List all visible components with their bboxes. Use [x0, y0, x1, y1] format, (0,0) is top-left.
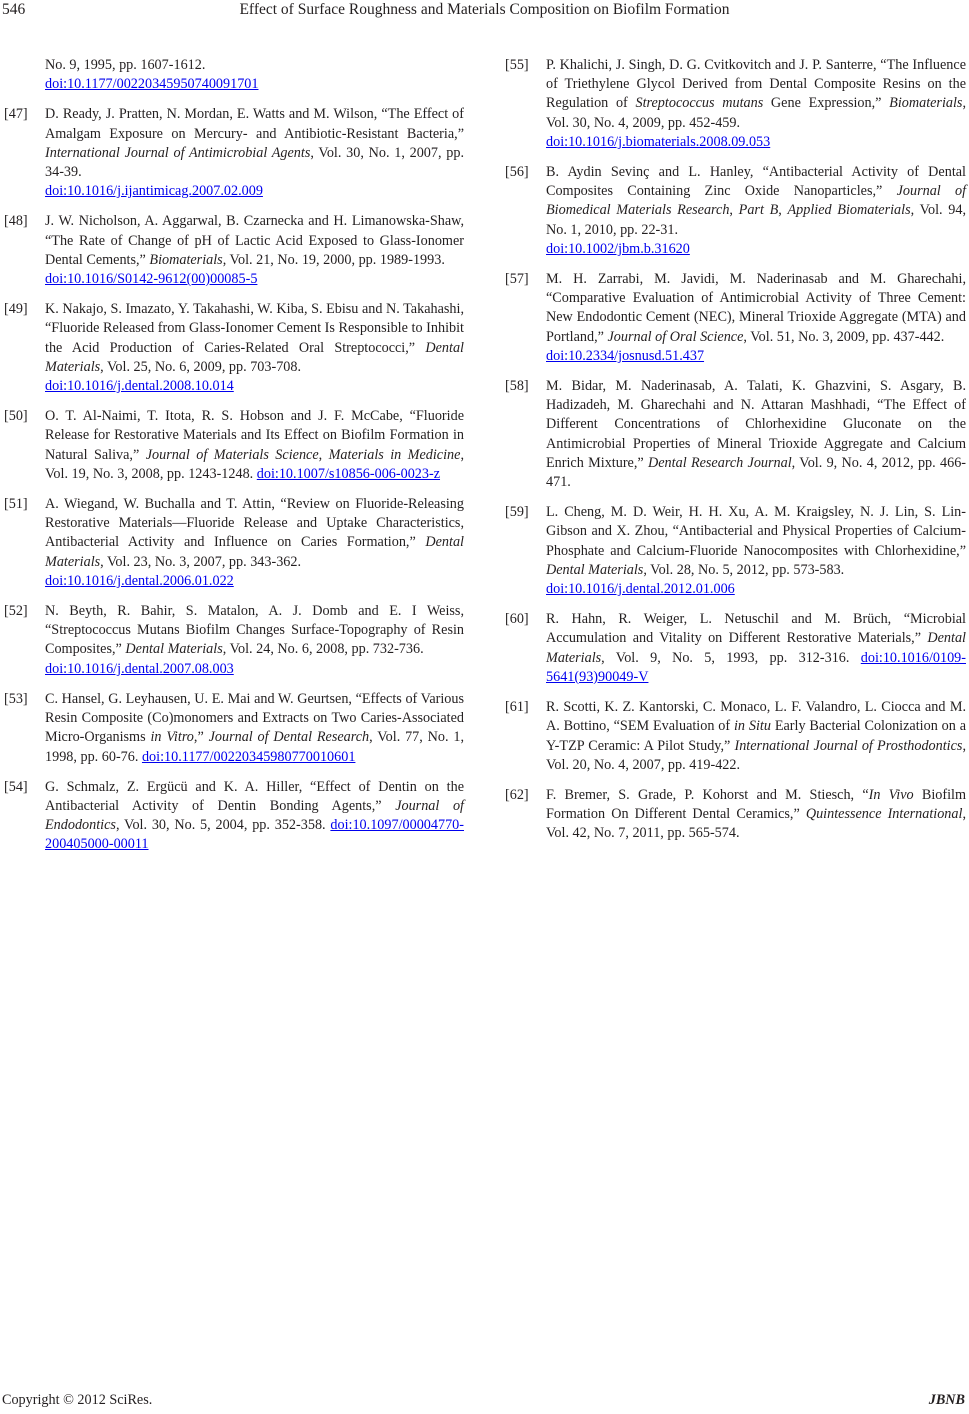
reference-text [45, 602, 464, 679]
reference-segment: ,” [193, 729, 209, 746]
reference-segment: , Vol. 77, No. 1, 1998, pp. 60-76. [45, 729, 464, 765]
reference-segment: , Vol. 42, No. 7, 2011, pp. 565-574. [546, 806, 966, 842]
doi-link[interactable]: doi:10.2334/josnusd.51.437 [546, 347, 705, 364]
running-title: Effect of Surface Roughness and Materials Composition on Biofilm Formation [239, 1, 730, 18]
reference-italic-segment: In Vivo [868, 786, 914, 803]
reference-italic-segment: in Situ [733, 718, 771, 735]
reference-italic-segment: Dental Materials [546, 630, 966, 666]
doi-link[interactable]: doi:10.1177/00220345950740091701 [45, 76, 259, 93]
page-footer [0, 1390, 969, 1412]
reference-italic-segment: Biomaterials [889, 95, 963, 112]
page-header [0, 0, 969, 22]
reference-segment: Biofilm Formation On Different Dental Ceramics,” [546, 786, 967, 823]
reference-number: [56] [505, 164, 529, 181]
doi-line [45, 572, 464, 591]
reference-italic-segment: Part B [738, 202, 779, 219]
reference-text [546, 503, 966, 599]
reference-item [4, 778, 464, 855]
reference-number: [48] [4, 213, 28, 230]
reference-item [505, 377, 966, 492]
reference-number: [47] [4, 106, 28, 123]
reference-item [4, 690, 464, 767]
doi-link[interactable]: doi:10.1016/j.biomaterials.2008.09.053 [546, 133, 771, 150]
doi-line [546, 580, 966, 599]
reference-text [45, 407, 464, 484]
reference-item [4, 407, 464, 484]
reference-text [546, 698, 966, 775]
doi-line [45, 377, 464, 396]
reference-text [546, 377, 966, 492]
doi-line [45, 270, 464, 289]
reference-segment: , [778, 202, 788, 219]
reference-item [505, 270, 966, 366]
doi-link[interactable]: doi:10.1177/00220345980770010601 [141, 748, 356, 765]
reference-italic-segment: in Vitro [150, 729, 194, 746]
doi-link[interactable]: doi:10.1016/j.dental.2007.08.003 [45, 660, 234, 677]
reference-segment: R. Scotti, K. Z. Kantorski, C. Monaco, L. F. Valandro, L. Ciocca and M. A. Bottino, “SEM Evaluation of [546, 699, 966, 735]
reference-italic-segment: Quintessence International [805, 806, 963, 823]
reference-segment: D. Ready, J. Pratten, N. Mordan, E. Watts and M. Wilson, “The Effect of Amalgam Exposure on Mercury- and Antibiotic-Resistant Bacteria,” [45, 106, 464, 142]
reference-segment: M. H. Zarrabi, M. Javidi, M. Naderinasab and M. Gharechahi, “Comparative Evaluation of Antimicrobial Activity of Three Cement: New Endodontic Cement (NEC), Mineral Trioxide Aggregate (MTA) and Portland,” [546, 271, 966, 345]
doi-link[interactable]: doi:10.1016/j.ijantimicag.2007.02.009 [45, 183, 263, 200]
reference-italic-segment: International Journal of Prosthodontics [734, 737, 963, 754]
doi-line [45, 660, 464, 679]
reference-italic-segment: Journal of Materials Science [145, 446, 319, 463]
reference-number: [57] [505, 271, 529, 288]
reference-item [4, 602, 464, 679]
reference-text [45, 300, 464, 396]
reference-italic-segment: Streptococcus mutans [635, 95, 764, 112]
reference-item [505, 698, 966, 775]
reference-italic-segment: Journal of Biomedical Materials Research [546, 183, 967, 219]
reference-text [45, 778, 464, 855]
reference-segment: , Vol. 9, No. 5, 1993, pp. 312-316. [601, 649, 861, 666]
reference-italic-segment: Dental Materials [45, 534, 464, 570]
reference-italic-segment: Journal of Dental Research [208, 729, 370, 746]
reference-text [45, 56, 464, 94]
reference-item [505, 503, 966, 599]
reference-item [4, 56, 464, 94]
doi-link[interactable]: doi:10.1016/j.dental.2012.01.006 [546, 581, 735, 598]
reference-italic-segment: Biomaterials [149, 251, 223, 268]
reference-segment: F. Bremer, S. Grade, P. Kohorst and M. Stiesch, “ [546, 786, 869, 803]
reference-italic-segment: Dental Materials [546, 561, 644, 578]
references-right-column [505, 56, 966, 855]
reference-segment: , Vol. 23, No. 3, 2007, pp. 343-362. [100, 553, 302, 570]
doi-line [45, 75, 464, 94]
reference-segment: , Vol. 28, No. 5, 2012, pp. 573-583. [643, 561, 845, 578]
reference-segment: , Vol. 21, No. 19, 2000, pp. 1989-1993. [222, 251, 445, 268]
reference-italic-segment: Journal of Endodontics [45, 797, 465, 834]
reference-segment: N. Beyth, R. Bahir, S. Matalon, A. J. Domb and E. I Weiss, “Streptococcus Mutans Biofilm Changes Surface-Topography of Resin Composites,” [45, 603, 464, 658]
reference-text [546, 610, 966, 687]
reference-segment: , Vol. 19, No. 3, 2008, pp. 1243-1248. [45, 446, 464, 482]
reference-number: [49] [4, 301, 28, 318]
reference-text [546, 270, 966, 366]
reference-segment: K. Nakajo, S. Imazato, Y. Takahashi, W. Kiba, S. Ebisu and N. Takahashi, “Fluoride Released from Glass-Ionomer Cement Is Responsible to Inhibit the Acid Production of Caries-Related Oral Streptococci,” [45, 301, 464, 356]
reference-segment: , Vol. 30, No. 1, 2007, pp. 34-39. [45, 144, 464, 181]
reference-item [505, 786, 966, 844]
doi-link[interactable]: doi:10.1016/0109-5641(93)90049-V [546, 649, 966, 685]
reference-italic-segment: Applied Biomaterials [787, 202, 911, 219]
doi-link[interactable]: doi:10.1016/j.dental.2006.01.022 [45, 572, 234, 589]
reference-number: [60] [505, 611, 529, 628]
reference-item [4, 495, 464, 591]
reference-segment: , [729, 202, 739, 219]
reference-number: [58] [505, 378, 529, 395]
doi-line [546, 240, 966, 259]
reference-italic-segment: International Journal of Antimicrobial Agents [45, 144, 311, 161]
reference-item [505, 163, 966, 259]
copyright-notice: Copyright © 2012 SciRes. [2, 1392, 153, 1408]
reference-segment: L. Cheng, M. D. Weir, H. H. Xu, A. M. Kraigsley, N. J. Lin, S. Lin-Gibson and X. Zhou, “Antibacterial and Physical Properties of Calcium-Phosphate and Calcium-Fluoride Nanocomposites with Chlorhexidine,” [546, 504, 966, 559]
doi-link[interactable]: doi:10.1007/s10856-006-0023-z [256, 465, 441, 482]
reference-segment: No. 9, 1995, pp. 1607-1612. [45, 57, 206, 73]
reference-segment: , [318, 446, 329, 463]
reference-item [4, 105, 464, 201]
reference-segment: , Vol. 30, No. 4, 2009, pp. 452-459. [546, 95, 967, 131]
journal-abbreviation: JBNB [928, 1392, 965, 1408]
reference-italic-segment: Dental Materials [45, 339, 464, 375]
reference-text [546, 786, 966, 844]
reference-segment: , Vol. 51, No. 3, 2009, pp. 437-442. [743, 328, 945, 345]
reference-segment: , Vol. 20, No. 4, 2007, pp. 419-422. [546, 737, 966, 773]
reference-text [546, 163, 966, 259]
reference-italic-segment: Dental Research Journal [648, 454, 792, 471]
doi-link[interactable]: doi:10.1016/S0142-9612(00)00085-5 [45, 271, 258, 288]
reference-segment: A. Wiegand, W. Buchalla and T. Attin, “Review on Fluoride-Releasing Restorative Materials—Fluoride Release and Uptake Characteristics, Antibacterial Activity and Influence on Caries Formation,” [45, 496, 464, 551]
doi-line [45, 182, 464, 201]
page-number: 546 [2, 1, 26, 18]
doi-link[interactable]: doi:10.1002/jbm.b.31620 [546, 240, 690, 257]
reference-segment: , Vol. 9, No. 4, 2012, pp. 466-471. [546, 454, 967, 491]
reference-item [505, 610, 966, 687]
reference-text [45, 212, 464, 289]
reference-text [546, 56, 966, 152]
doi-line [546, 347, 966, 366]
reference-segment: C. Hansel, G. Leyhausen, U. E. Mai and W. Geurtsen, “Effects of Various Resin Composite (Co)monomers and Extracts on Two Caries-Associated Micro-Organisms [45, 690, 464, 746]
reference-segment: M. Bidar, M. Naderinasab, A. Talati, K. Ghazvini, S. Asgary, B. Hadizadeh, M. Gharechahi and N. Attaran Mashhadi, “The Effect of Different Concentrations of Chlorhexidine Gluconate on the Antimicrobial Properties of Mineral Trioxide Aggregate and Calcium Enrich Mixture,” [546, 378, 966, 471]
reference-segment: Gene Expression,” [763, 95, 890, 112]
doi-link[interactable]: doi:10.1016/j.dental.2008.10.014 [45, 378, 234, 395]
reference-number: [52] [4, 603, 28, 620]
reference-text [45, 495, 464, 591]
reference-item [4, 300, 464, 396]
reference-text [45, 690, 464, 767]
reference-italic-segment: Materials in Medicine [328, 446, 461, 463]
reference-segment: B. Aydin Sevinç and L. Hanley, “Antibacterial Activity of Dental Composites Containing Zinc Oxide Nanoparticles,” [546, 164, 966, 200]
reference-number: [53] [4, 690, 28, 707]
reference-segment: P. Khalichi, J. Singh, D. G. Cvitkovitch and J. P. Santerre, “The Influence of Triethylene Glycol Derived from Dental Composite Resins on the Regulation of [546, 57, 966, 112]
doi-line [546, 133, 966, 152]
doi-link[interactable]: doi:10.1097/00004770-200405000-00011 [45, 817, 464, 853]
reference-number: [51] [4, 496, 28, 513]
reference-number: [62] [505, 786, 529, 803]
reference-italic-segment: Journal of Oral Science [607, 328, 744, 345]
reference-segment: R. Hahn, R. Weiger, L. Netuschil and M. Brüch, “Microbial Accumulation and Vitality on Different Restorative Materials,” [546, 611, 966, 647]
reference-segment: Early Bacterial Colonization on a Y-TZP Ceramic: A Pilot Study,” [546, 718, 966, 754]
reference-number: [55] [505, 57, 529, 73]
reference-text [45, 105, 464, 201]
reference-segment: O. T. Al-Naimi, T. Itota, R. S. Hobson and J. F. McCabe, “Fluoride Release for Restorative Materials and Its Effect on Biofilm Formation in Natural Saliva,” [45, 408, 464, 463]
reference-segment: G. Schmalz, Z. Ergücü and K. A. Hiller, “Effect of Dentin on the Antibacterial Activity of Dentin Bonding Agents,” [45, 778, 464, 814]
reference-segment: , Vol. 30, No. 5, 2004, pp. 352-358. [115, 817, 331, 834]
reference-segment: J. W. Nicholson, A. Aggarwal, B. Czarnecka and H. Limanowska-Shaw, “The Rate of Change of pH of Lactic Acid Exposed to Glass-Ionomer Dental Cements,” [45, 213, 464, 268]
reference-item [4, 212, 464, 289]
reference-item [505, 56, 966, 152]
reference-italic-segment: Dental Materials [125, 641, 223, 658]
reference-segment: , Vol. 25, No. 6, 2009, pp. 703-708. [100, 358, 302, 375]
reference-number: [54] [4, 778, 28, 795]
reference-number: [59] [505, 504, 529, 521]
reference-segment: , Vol. 24, No. 6, 2008, pp. 732-736. [222, 641, 424, 658]
reference-number: [61] [505, 699, 529, 716]
reference-segment: , Vol. 94, No. 1, 2010, pp. 22-31. [546, 202, 966, 238]
references-left-column [4, 56, 464, 866]
reference-number: [50] [4, 408, 28, 425]
